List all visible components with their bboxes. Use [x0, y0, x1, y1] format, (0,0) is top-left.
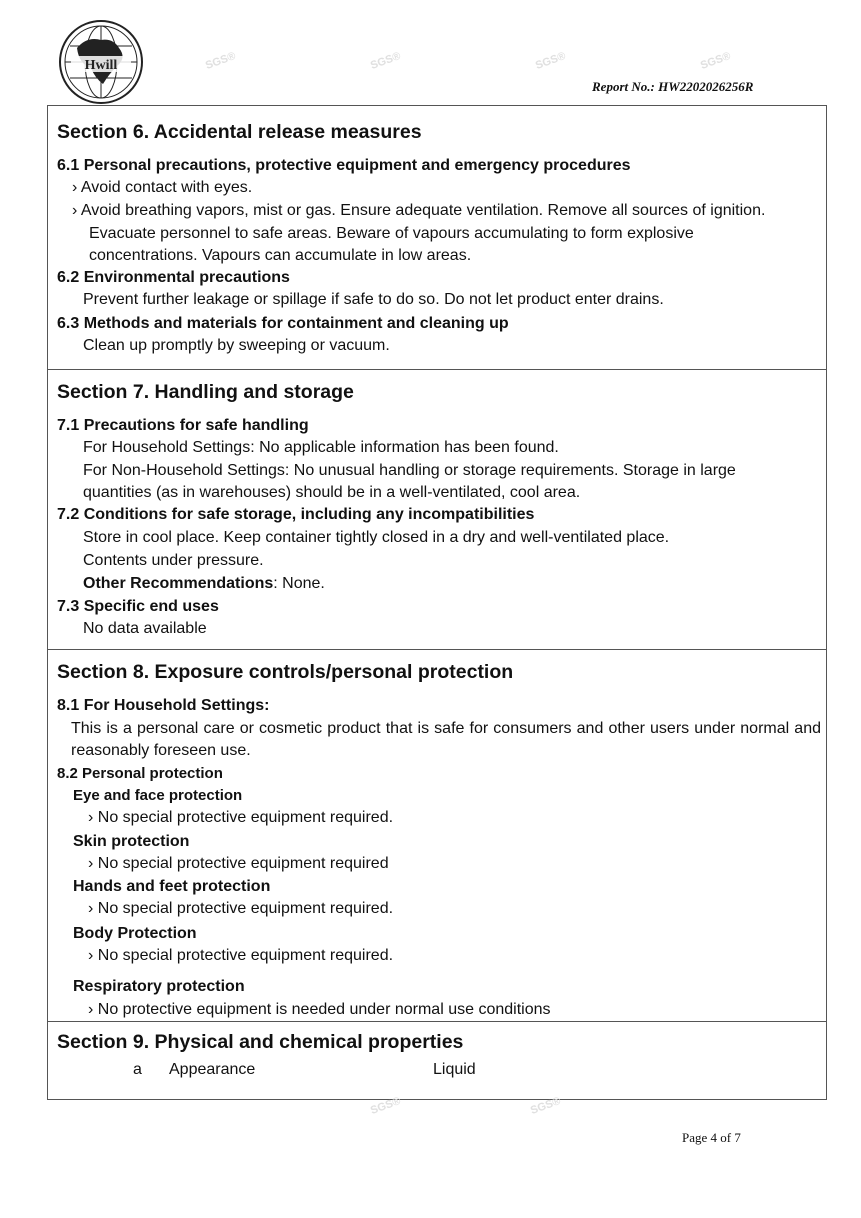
watermark: SGS®	[533, 50, 568, 72]
heading-7-3: 7.3 Specific end uses	[57, 598, 219, 615]
heading-7-1: 7.1 Precautions for safe handling	[57, 417, 309, 434]
page-number: Page 4 of 7	[682, 1130, 741, 1145]
eye-protection-text: › No special protective equipment required.	[88, 809, 394, 826]
watermark: SGS®	[368, 1095, 403, 1117]
body-protection-heading: Body Protection	[73, 925, 197, 942]
body-protection-text: › No special protective equipment required.	[88, 947, 394, 964]
property-key: a	[133, 1061, 142, 1078]
section-7-title: Section 7. Handling and storage	[57, 381, 354, 403]
report-number: Report No.: HW2202026256R	[592, 79, 754, 94]
skin-protection-text: › No special protective equipment required	[88, 855, 389, 872]
bullet-evacuate: Evacuate personnel to safe areas. Beware of vapours accumulating to form explosive	[89, 225, 694, 242]
divider	[48, 649, 826, 650]
hands-protection-text: › No special protective equipment required.	[88, 900, 394, 917]
text-8-1: This is a personal care or cosmetic product that is safe for consumers and other users under normal and reasonably foreseen use.	[71, 720, 821, 759]
heading-8-2: 8.2 Personal protection	[57, 765, 223, 782]
bullet-avoid-eyes: › Avoid contact with eyes.	[72, 179, 253, 196]
other-recommendations-value: : None.	[273, 575, 325, 592]
text-7-1-b: For Non-Household Settings: No unusual handling or storage requirements. Storage in large	[83, 462, 736, 479]
text-6-3: Clean up promptly by sweeping or vacuum.	[83, 337, 390, 354]
logo-text: Hwill	[84, 58, 118, 73]
section-9-title: Section 9. Physical and chemical properties	[57, 1031, 464, 1053]
eye-protection-heading: Eye and face protection	[73, 787, 243, 804]
watermark: SGS®	[368, 50, 403, 72]
company-logo	[57, 18, 145, 106]
text-7-1-a: For Household Settings: No applicable information has been found.	[83, 439, 559, 456]
heading-7-2: 7.2 Conditions for safe storage, including any incompatibilities	[57, 506, 535, 523]
property-value: Liquid	[433, 1061, 476, 1078]
heading-6-1: 6.1 Personal precautions, protective equipment and emergency procedures	[57, 157, 631, 174]
watermark: SGS®	[528, 1095, 563, 1117]
property-name: Appearance	[169, 1061, 256, 1078]
watermark: SGS®	[698, 50, 733, 72]
content-frame	[47, 105, 827, 1100]
heading-8-1: 8.1 For Household Settings:	[57, 697, 270, 714]
text-7-2-c	[83, 574, 325, 594]
heading-6-2: 6.2 Environmental precautions	[57, 269, 290, 286]
text-7-3: No data available	[83, 620, 207, 637]
heading-6-3: 6.3 Methods and materials for containment and cleaning up	[57, 315, 509, 332]
hands-protection-heading: Hands and feet protection	[73, 878, 271, 895]
text-7-2-a: Store in cool place. Keep container tightly closed in a dry and well-ventilated place.	[83, 529, 670, 546]
respiratory-protection-text: › No protective equipment is needed under normal use conditions	[88, 1001, 551, 1018]
text-7-1-c: quantities (as in warehouses) should be in a well-ventilated, cool area.	[83, 484, 581, 501]
respiratory-protection-heading: Respiratory protection	[73, 978, 245, 995]
other-recommendations-label: Other Recommendations	[83, 575, 274, 592]
divider	[48, 1021, 826, 1022]
section-8-title: Section 8. Exposure controls/personal protection	[57, 661, 514, 683]
bullet-concentrations: concentrations. Vapours can accumulate in low areas.	[89, 247, 472, 264]
section-6-title: Section 6. Accidental release measures	[57, 121, 422, 143]
watermark: SGS®	[203, 50, 238, 72]
bullet-avoid-breathing: › Avoid breathing vapors, mist or gas. Ensure adequate ventilation. Remove all sources of ignition.	[72, 202, 766, 219]
text-7-2-b: Contents under pressure.	[83, 552, 264, 569]
skin-protection-heading: Skin protection	[73, 833, 190, 850]
divider	[48, 369, 826, 370]
text-6-2: Prevent further leakage or spillage if safe to do so. Do not let product enter drains.	[83, 291, 664, 308]
